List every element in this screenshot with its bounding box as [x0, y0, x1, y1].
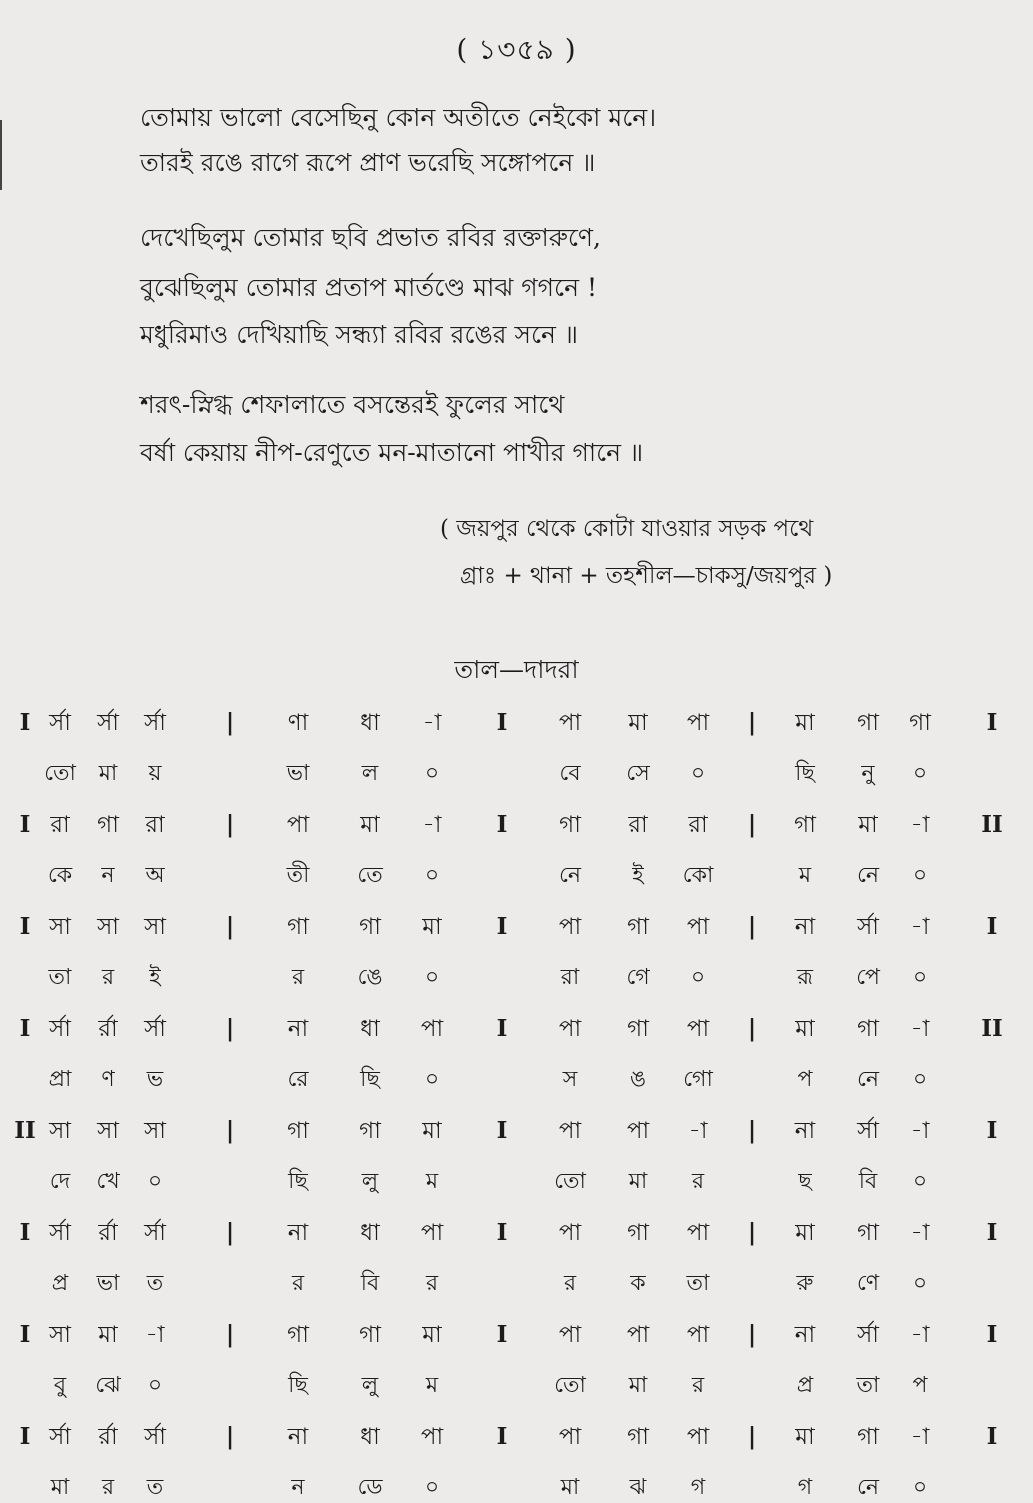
- swara-note: পা: [558, 1016, 582, 1042]
- lyric-syllable: য়: [148, 761, 162, 786]
- swara-note: -া: [910, 1016, 930, 1042]
- lyric-syllable: র: [691, 1169, 705, 1194]
- barline: II: [981, 1015, 1003, 1042]
- swara-note: সা: [49, 1118, 71, 1144]
- swara-note: গা: [627, 914, 649, 940]
- lyric-syllable: রে: [287, 1067, 309, 1092]
- barline: I: [19, 811, 31, 838]
- swara-note: গা: [287, 914, 309, 940]
- barline: I: [19, 709, 31, 736]
- swara-note: র্সা: [857, 1322, 879, 1348]
- lyric-syllable: র: [101, 965, 115, 990]
- barline: |: [747, 811, 757, 838]
- credit-line: গ্রাঃ + থানা + তহশীল—চাকসু/জয়পুর ): [460, 563, 833, 589]
- swara-note: -া: [910, 1118, 930, 1144]
- swara-note: গা: [857, 710, 879, 736]
- swara-note: পা: [626, 1322, 650, 1348]
- lyric-line: দেখেছিলুম তোমার ছবি প্রভাত রবির রক্তারুণে,: [140, 223, 601, 252]
- lyric-syllable: গ: [797, 1475, 813, 1500]
- lyric-syllable: অ: [145, 863, 165, 888]
- lyric-syllable: র: [291, 1271, 305, 1296]
- swara-note: ধা: [360, 1220, 380, 1246]
- swara-note: গা: [559, 812, 581, 838]
- swara-note: মা: [628, 710, 648, 736]
- swara-note: সা: [49, 914, 71, 940]
- lyric-syllable: নু: [861, 761, 875, 786]
- swara-note: না: [287, 1016, 309, 1042]
- lyric-syllable: দে: [49, 1169, 71, 1194]
- swara-note: সা: [144, 914, 166, 940]
- barline: |: [747, 1015, 757, 1042]
- swara-note: মা: [422, 1322, 442, 1348]
- lyric-syllable: ম: [798, 863, 812, 888]
- swara-note: -া: [422, 710, 442, 736]
- barline: I: [496, 1321, 508, 1348]
- barline: |: [747, 1423, 757, 1450]
- lyric-syllable: ০: [147, 1169, 163, 1194]
- lyric-syllable: মা: [50, 1475, 70, 1500]
- swara-note: মা: [795, 710, 815, 736]
- lyric-syllable: বি: [360, 1271, 380, 1296]
- lyric-syllable: ত: [146, 1475, 164, 1500]
- lyric-syllable: নে: [558, 863, 582, 888]
- lyric-syllable: ০: [690, 761, 706, 786]
- lyric-syllable: ০: [424, 1475, 440, 1500]
- lyric-syllable: র: [101, 1475, 115, 1500]
- lyric-syllable: ভা: [96, 1271, 120, 1296]
- swara-note: মা: [360, 812, 380, 838]
- swara-note: না: [287, 1424, 309, 1450]
- swara-note: পা: [686, 1322, 710, 1348]
- lyric-syllable: ০: [912, 863, 928, 888]
- lyric-syllable: ০: [912, 1169, 928, 1194]
- lyric-syllable: প্র: [51, 1271, 69, 1296]
- lyric-syllable: রা: [560, 965, 580, 990]
- lyric-syllable: লু: [361, 1373, 379, 1398]
- lyric-syllable: মা: [98, 761, 118, 786]
- lyric-syllable: ০: [147, 1373, 163, 1398]
- swara-note: গা: [359, 914, 381, 940]
- swara-note: র্রা: [98, 1016, 118, 1042]
- lyric-syllable: বি: [858, 1169, 878, 1194]
- barline: I: [19, 1321, 31, 1348]
- lyric-syllable: ঝ: [629, 1475, 647, 1500]
- barline: |: [225, 1219, 235, 1246]
- barline: I: [19, 913, 31, 940]
- lyric-syllable: গ: [690, 1475, 706, 1500]
- lyric-syllable: ন: [101, 863, 115, 888]
- lyric-syllable: তা: [686, 1271, 710, 1296]
- lyric-syllable: ছি: [795, 761, 815, 786]
- lyric-syllable: র: [563, 1271, 577, 1296]
- swara-note: মা: [795, 1016, 815, 1042]
- barline: I: [496, 811, 508, 838]
- lyric-syllable: ০: [690, 965, 706, 990]
- swara-note: -া: [910, 914, 930, 940]
- lyric-syllable: রু: [796, 1271, 814, 1296]
- swara-note: -া: [910, 1424, 930, 1450]
- swara-note: পা: [558, 710, 582, 736]
- lyric-syllable: ঙে: [357, 965, 383, 990]
- swara-note: গা: [359, 1118, 381, 1144]
- credit-line: ( জয়পুর থেকে কোটা যাওয়ার সড়ক পথে: [440, 516, 814, 542]
- lyric-syllable: ছি: [288, 1373, 308, 1398]
- swara-note: -া: [910, 1322, 930, 1348]
- lyric-syllable: তা: [856, 1373, 880, 1398]
- lyric-syllable: প্রা: [48, 1067, 72, 1092]
- swara-note: র্সা: [144, 1220, 166, 1246]
- swara-note: ণা: [287, 710, 309, 736]
- lyric-syllable: কো: [682, 863, 714, 888]
- swara-note: রা: [628, 812, 648, 838]
- lyric-line: মধুরিমাও দেখিয়াছি সন্ধ্যা রবির রঙের সনে ॥: [140, 320, 579, 349]
- swara-note: মা: [422, 914, 442, 940]
- page-number: ( ১৩৫৯ ): [456, 33, 577, 66]
- page-edge: [0, 120, 8, 190]
- lyric-syllable: তো: [554, 1373, 586, 1398]
- swara-note: গা: [857, 1220, 879, 1246]
- lyric-syllable: ই: [632, 863, 644, 888]
- lyric-syllable: তো: [44, 761, 76, 786]
- swara-note: রা: [145, 812, 165, 838]
- barline: I: [496, 709, 508, 736]
- swara-note: র্সা: [144, 1424, 166, 1450]
- swara-note: পা: [686, 1016, 710, 1042]
- lyric-syllable: ০: [424, 863, 440, 888]
- swara-note: পা: [558, 1322, 582, 1348]
- lyric-syllable: র: [691, 1373, 705, 1398]
- lyric-syllable: ভা: [286, 761, 310, 786]
- barline: I: [986, 709, 998, 736]
- lyric-syllable: ল: [361, 761, 379, 786]
- lyric-syllable: তী: [286, 863, 310, 888]
- swara-note: না: [794, 914, 816, 940]
- swara-note: মা: [422, 1118, 442, 1144]
- swara-note: পা: [420, 1220, 444, 1246]
- lyric-syllable: সে: [626, 761, 650, 786]
- swara-note: রা: [688, 812, 708, 838]
- lyric-syllable: নে: [856, 863, 880, 888]
- barline: |: [747, 1117, 757, 1144]
- lyric-syllable: র: [425, 1271, 439, 1296]
- swara-note: পা: [420, 1016, 444, 1042]
- swara-note: গা: [909, 710, 931, 736]
- swara-note: ধা: [360, 710, 380, 736]
- swara-note: সা: [97, 1118, 119, 1144]
- barline: I: [496, 1117, 508, 1144]
- barline: |: [225, 811, 235, 838]
- swara-note: র্সা: [49, 710, 71, 736]
- lyric-syllable: ০: [424, 965, 440, 990]
- swara-note: ধা: [360, 1016, 380, 1042]
- barline: I: [19, 1015, 31, 1042]
- notation-table: [0, 700, 1033, 1500]
- lyric-syllable: প্র: [796, 1373, 814, 1398]
- lyric-syllable: ০: [912, 761, 928, 786]
- lyric-syllable: বে: [559, 761, 581, 786]
- swara-note: পা: [558, 914, 582, 940]
- swara-note: পা: [686, 710, 710, 736]
- swara-note: র্সা: [49, 1016, 71, 1042]
- swara-note: র্সা: [49, 1424, 71, 1450]
- barline: II: [981, 811, 1003, 838]
- barline: |: [225, 1321, 235, 1348]
- barline: I: [986, 1219, 998, 1246]
- swara-note: পা: [420, 1424, 444, 1450]
- lyric-syllable: ০: [912, 965, 928, 990]
- swara-note: র্রা: [98, 1220, 118, 1246]
- lyric-syllable: ঝে: [95, 1373, 121, 1398]
- swara-note: মা: [858, 812, 878, 838]
- lyric-syllable: তে: [357, 863, 383, 888]
- lyric-syllable: খে: [96, 1169, 120, 1194]
- swara-note: গা: [287, 1118, 309, 1144]
- barline: I: [496, 1423, 508, 1450]
- lyric-syllable: ম: [425, 1169, 439, 1194]
- lyric-syllable: ছি: [288, 1169, 308, 1194]
- swara-note: গা: [97, 812, 119, 838]
- swara-note: ধা: [360, 1424, 380, 1450]
- lyric-syllable: প: [797, 1067, 813, 1092]
- lyric-syllable: ণে: [856, 1271, 880, 1296]
- swara-note: না: [794, 1322, 816, 1348]
- swara-note: গা: [857, 1424, 879, 1450]
- lyric-syllable: মা: [628, 1169, 648, 1194]
- swara-note: মা: [795, 1220, 815, 1246]
- swara-note: না: [794, 1118, 816, 1144]
- barline: |: [747, 709, 757, 736]
- lyric-syllable: কে: [47, 863, 73, 888]
- swara-note: পা: [686, 1424, 710, 1450]
- swara-note: র্সা: [144, 1016, 166, 1042]
- lyric-syllable: ছি: [360, 1067, 380, 1092]
- swara-note: পা: [686, 1220, 710, 1246]
- swara-note: র্সা: [97, 710, 119, 736]
- lyric-syllable: ন: [291, 1475, 305, 1500]
- lyric-syllable: গে: [626, 965, 650, 990]
- lyric-syllable: নে: [856, 1475, 880, 1500]
- lyric-syllable: স: [562, 1067, 578, 1092]
- swara-note: -া: [422, 812, 442, 838]
- lyric-syllable: ক: [630, 1271, 646, 1296]
- swara-note: গা: [287, 1322, 309, 1348]
- lyric-syllable: ডে: [357, 1475, 383, 1500]
- barline: I: [986, 1321, 998, 1348]
- lyric-syllable: ঙ: [629, 1067, 647, 1092]
- swara-note: পা: [626, 1118, 650, 1144]
- lyric-syllable: ম: [425, 1373, 439, 1398]
- swara-note: র্সা: [857, 1118, 879, 1144]
- lyric-syllable: ০: [912, 1067, 928, 1092]
- swara-note: পা: [286, 812, 310, 838]
- swara-note: -া: [145, 1322, 165, 1348]
- lyric-syllable: ণ: [101, 1067, 115, 1092]
- lyric-line: বর্ষা কেয়ায় নীপ-রেণুতে মন-মাতানো পাখীর গানে ॥: [140, 438, 644, 467]
- swara-note: র্সা: [144, 710, 166, 736]
- swara-note: গা: [359, 1322, 381, 1348]
- swara-note: র্সা: [49, 1220, 71, 1246]
- lyric-syllable: রূ: [796, 965, 814, 990]
- barline: |: [747, 1219, 757, 1246]
- lyric-syllable: ০: [912, 1271, 928, 1296]
- barline: I: [986, 913, 998, 940]
- barline: I: [19, 1423, 31, 1450]
- swara-note: -া: [910, 812, 930, 838]
- lyric-syllable: ০: [424, 761, 440, 786]
- lyric-line: বুঝেছিলুম তোমার প্রতাপ মার্তণ্ডে মাঝ গগনে !: [140, 273, 598, 302]
- swara-note: -া: [910, 1220, 930, 1246]
- barline: |: [747, 1321, 757, 1348]
- barline: |: [225, 1015, 235, 1042]
- barline: |: [225, 1117, 235, 1144]
- barline: I: [496, 913, 508, 940]
- barline: I: [986, 1117, 998, 1144]
- lyric-syllable: ০: [912, 1475, 928, 1500]
- lyric-syllable: লু: [361, 1169, 379, 1194]
- lyric-syllable: গো: [683, 1067, 713, 1092]
- barline: |: [225, 709, 235, 736]
- swara-note: পা: [558, 1118, 582, 1144]
- lyric-syllable: ত: [146, 1271, 164, 1296]
- lyric-syllable: তো: [554, 1169, 586, 1194]
- barline: II: [14, 1117, 36, 1144]
- swara-note: না: [287, 1220, 309, 1246]
- lyric-syllable: তা: [48, 965, 72, 990]
- swara-note: সা: [144, 1118, 166, 1144]
- taal-heading: তাল—দাদরা: [454, 655, 579, 684]
- barline: |: [747, 913, 757, 940]
- swara-note: র্রা: [98, 1424, 118, 1450]
- barline: I: [496, 1219, 508, 1246]
- lyric-syllable: পে: [856, 965, 880, 990]
- barline: I: [496, 1015, 508, 1042]
- swara-note: পা: [686, 914, 710, 940]
- lyric-syllable: ই: [149, 965, 161, 990]
- lyric-syllable: ভ: [146, 1067, 164, 1092]
- lyric-syllable: নে: [856, 1067, 880, 1092]
- lyric-line: শরৎ-স্নিগ্ধ শেফালাতে বসন্তেরই ফুলের সাথে: [140, 390, 565, 419]
- barline: |: [225, 913, 235, 940]
- swara-note: পা: [558, 1220, 582, 1246]
- swara-note: মা: [98, 1322, 118, 1348]
- lyric-syllable: মা: [560, 1475, 580, 1500]
- swara-note: পা: [558, 1424, 582, 1450]
- lyric-syllable: মা: [628, 1373, 648, 1398]
- swara-note: গা: [627, 1424, 649, 1450]
- swara-note: গা: [794, 812, 816, 838]
- lyric-line: তোমায় ভালো বেসেছিনু কোন অতীতে নেইকো মনে।: [140, 103, 657, 132]
- swara-note: মা: [795, 1424, 815, 1450]
- swara-note: গা: [627, 1220, 649, 1246]
- swara-note: সা: [49, 1322, 71, 1348]
- lyric-syllable: ০: [424, 1067, 440, 1092]
- lyric-line: তারই রঙে রাগে রূপে প্রাণ ভরেছি সঙ্গোপনে ॥: [140, 148, 596, 177]
- lyric-syllable: বু: [53, 1373, 67, 1398]
- swara-note: গা: [627, 1016, 649, 1042]
- swara-note: র্সা: [857, 914, 879, 940]
- barline: |: [225, 1423, 235, 1450]
- lyric-syllable: ছ: [798, 1169, 812, 1194]
- barline: I: [19, 1219, 31, 1246]
- swara-note: রা: [50, 812, 70, 838]
- lyric-syllable: প: [912, 1373, 928, 1398]
- swara-note: -া: [688, 1118, 708, 1144]
- swara-note: সা: [97, 914, 119, 940]
- barline: I: [986, 1423, 998, 1450]
- swara-note: গা: [857, 1016, 879, 1042]
- lyric-syllable: র: [291, 965, 305, 990]
